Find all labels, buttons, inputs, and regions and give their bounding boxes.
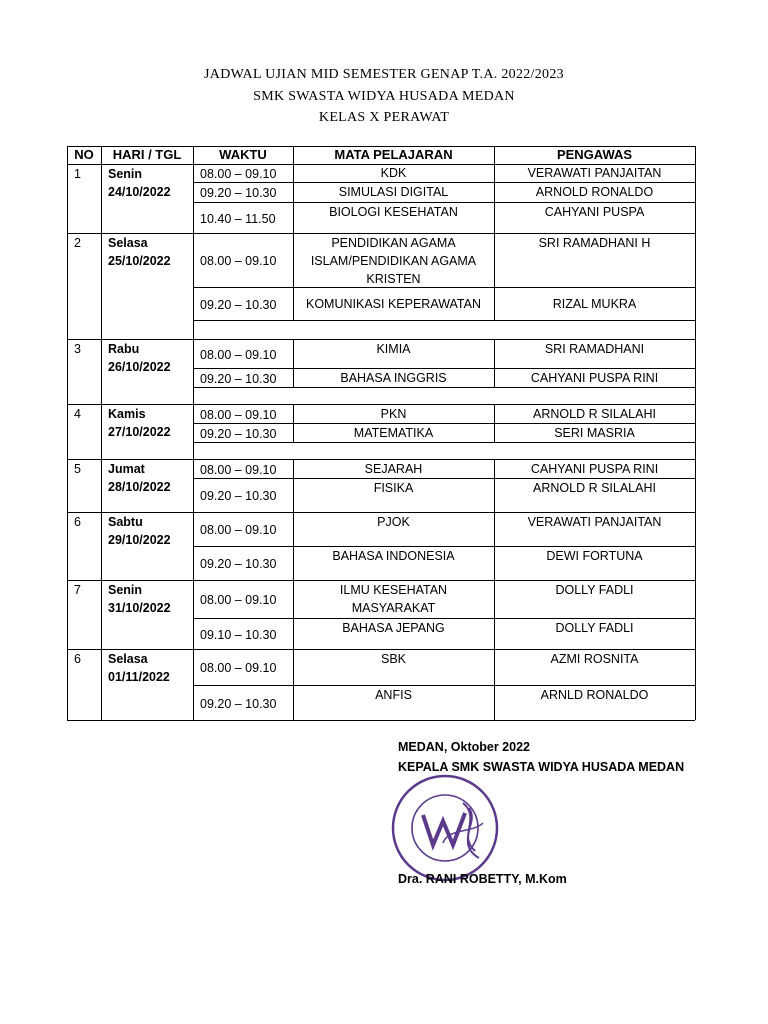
table-rule: [101, 649, 102, 720]
doc-title-line1: JADWAL UJIAN MID SEMESTER GENAP T.A. 2022/2023: [204, 67, 564, 82]
day-name: Kamis: [108, 407, 146, 421]
subject: MATEMATIKA: [353, 425, 434, 440]
proctor: SRI RAMADHANI: [544, 342, 645, 356]
table-rule: [101, 459, 102, 512]
table-rule: [293, 404, 294, 442]
table-rule: [193, 404, 194, 459]
table-rule: [101, 164, 102, 233]
table-rule: [193, 512, 194, 580]
row-number: 4: [74, 407, 81, 421]
table-rule: [494, 164, 495, 233]
subject-line: ILMU KESEHATAN: [339, 583, 448, 597]
table-rule: [67, 720, 695, 721]
doc-title-line3: KELAS X PERAWAT: [318, 110, 450, 125]
proctor: ARNOLD RONALDO: [535, 185, 654, 199]
proctor: RIZAL MUKRA: [552, 296, 637, 311]
proctor: ARNOLD R SILALAHI: [533, 481, 656, 495]
table-rule: [193, 320, 695, 321]
table-rule: [695, 164, 696, 233]
exam-time: 08.00 – 09.10: [200, 167, 277, 181]
subject: PJOK: [377, 515, 410, 529]
exam-time: 08.00 – 09.10: [200, 254, 277, 268]
table-rule: [695, 146, 696, 164]
table-rule: [695, 512, 696, 580]
day-name: Rabu: [108, 342, 140, 356]
proctor: DOLLY FADLI: [555, 621, 634, 635]
table-rule: [193, 233, 194, 339]
exam-time: 08.00 – 09.10: [200, 407, 277, 422]
table-rule: [193, 339, 194, 404]
exam-time: 09.20 – 10.30: [200, 426, 277, 441]
exam-time: 08.00 – 09.10: [200, 462, 277, 477]
footer-place-date: MEDAN, Oktober 2022: [398, 740, 530, 754]
table-rule: [193, 459, 194, 512]
table-rule: [293, 233, 294, 320]
day-date: 25/10/2022: [108, 254, 171, 268]
table-rule: [494, 146, 495, 164]
table-rule: [695, 404, 696, 459]
row-number: 6: [74, 652, 81, 666]
table-rule: [695, 580, 696, 649]
subject: SBK: [380, 652, 406, 666]
table-rule: [193, 649, 194, 720]
header-cell: HARI / TGL: [112, 147, 182, 162]
proctor: SRI RAMADHANI H: [538, 236, 651, 250]
day-date: 28/10/2022: [108, 480, 171, 494]
exam-time: 10.40 – 11.50: [200, 211, 276, 226]
day-date: 27/10/2022: [108, 425, 171, 439]
row-number: 1: [74, 167, 81, 181]
subject: KDK: [380, 166, 407, 180]
table-rule: [193, 387, 695, 388]
proctor: VERAWATI PANJAITAN: [527, 515, 662, 529]
table-rule: [67, 164, 68, 233]
day-date: 31/10/2022: [108, 601, 171, 615]
day-date: 01/11/2022: [108, 670, 170, 684]
proctor: DOLLY FADLI: [555, 583, 634, 597]
table-rule: [494, 649, 495, 720]
subject: BAHASA INDONESIA: [332, 549, 455, 563]
subject-line: ISLAM/PENDIDIKAN AGAMA: [310, 254, 477, 268]
proctor: SERI MASRIA: [554, 425, 635, 440]
header-cell: NO: [74, 147, 94, 162]
subject: BAHASA INGGRIS: [340, 370, 447, 385]
subject-line: KRISTEN: [366, 272, 421, 286]
proctor: ARNLD RONALDO: [540, 688, 649, 702]
table-rule: [695, 233, 696, 339]
exam-time: 09.20 – 10.30: [200, 297, 277, 312]
table-rule: [293, 146, 294, 164]
exam-time: 08.00 – 09.10: [200, 593, 277, 607]
proctor: AZMI ROSNITA: [550, 652, 639, 666]
table-rule: [494, 233, 495, 320]
doc-title-line2: SMK SWASTA WIDYA HUSADA MEDAN: [253, 89, 515, 104]
header-cell: MATA PELAJARAN: [334, 147, 453, 162]
day-date: 26/10/2022: [108, 360, 171, 374]
exam-time: 09.20 – 10.30: [200, 186, 277, 200]
table-rule: [193, 164, 194, 233]
day-name: Selasa: [108, 652, 148, 666]
table-rule: [494, 339, 495, 387]
day-name: Senin: [108, 167, 143, 181]
table-rule: [293, 164, 294, 233]
exam-time: 09.10 – 10.30: [200, 627, 277, 642]
table-rule: [67, 580, 68, 649]
exam-time: 09.20 – 10.30: [200, 696, 277, 711]
table-rule: [101, 580, 102, 649]
table-rule: [695, 649, 696, 720]
subject: BAHASA JEPANG: [342, 621, 445, 635]
table-rule: [193, 442, 695, 443]
day-name: Selasa: [108, 236, 148, 250]
day-date: 24/10/2022: [108, 185, 171, 199]
proctor: CAHYANI PUSPA RINI: [530, 461, 659, 476]
row-number: 3: [74, 342, 81, 356]
subject: KOMUNIKASI KEPERAWATAN: [305, 296, 482, 311]
exam-time: 08.00 – 09.10: [200, 661, 277, 675]
table-rule: [494, 580, 495, 649]
exam-time: 08.00 – 09.10: [200, 523, 277, 537]
table-rule: [193, 580, 194, 649]
school-stamp: [383, 773, 513, 888]
subject: KIMIA: [376, 342, 411, 356]
table-rule: [101, 233, 102, 339]
proctor: CAHYANI PUSPA RINI: [530, 370, 659, 385]
table-rule: [293, 649, 294, 720]
table-rule: [67, 339, 68, 404]
row-number: 2: [74, 236, 81, 250]
exam-time: 08.00 – 09.10: [200, 347, 277, 362]
subject: BIOLOGI KESEHATAN: [329, 205, 458, 219]
day-date: 29/10/2022: [108, 533, 171, 547]
table-rule: [67, 649, 68, 720]
table-rule: [67, 233, 68, 339]
footer-position: KEPALA SMK SWASTA WIDYA HUSADA MEDAN: [398, 760, 685, 774]
day-name: Senin: [108, 583, 143, 597]
table-rule: [67, 459, 68, 512]
subject: SIMULASI DIGITAL: [338, 185, 449, 199]
table-rule: [695, 339, 696, 404]
subject: SEJARAH: [364, 461, 423, 476]
subject: PKN: [380, 406, 407, 421]
exam-time: 09.20 – 10.30: [200, 557, 277, 571]
table-rule: [67, 512, 68, 580]
day-name: Jumat: [108, 462, 145, 476]
table-rule: [101, 339, 102, 404]
table-rule: [101, 512, 102, 580]
table-rule: [193, 146, 194, 164]
table-rule: [494, 512, 495, 580]
proctor: DEWI FORTUNA: [546, 549, 643, 563]
table-rule: [695, 459, 696, 512]
table-rule: [494, 459, 495, 512]
proctor: CAHYANI PUSPA: [544, 205, 645, 219]
row-number: 7: [74, 583, 81, 597]
subject-line: MASYARAKAT: [351, 601, 436, 615]
header-cell: PENGAWAS: [556, 147, 633, 162]
table-rule: [293, 459, 294, 512]
footer-signatory: Dra. RANI ROBETTY, M.Kom: [398, 872, 567, 886]
exam-time: 09.20 – 10.30: [200, 489, 277, 503]
header-cell: WAKTU: [219, 147, 267, 162]
table-rule: [293, 339, 294, 387]
table-rule: [101, 146, 102, 164]
exam-time: 09.20 – 10.30: [200, 371, 277, 386]
subject: FISIKA: [373, 481, 414, 495]
table-rule: [494, 404, 495, 442]
table-rule: [101, 404, 102, 459]
day-name: Sabtu: [108, 515, 143, 529]
subject-line: PENDIDIKAN AGAMA: [331, 236, 456, 250]
proctor: ARNOLD R SILALAHI: [533, 406, 656, 421]
table-rule: [293, 580, 294, 649]
row-number: 6: [74, 515, 81, 529]
row-number: 5: [74, 462, 81, 476]
proctor: VERAWATI PANJAITAN: [527, 166, 662, 180]
subject: ANFIS: [375, 688, 412, 702]
table-rule: [193, 287, 695, 288]
table-rule: [293, 512, 294, 580]
table-rule: [67, 146, 68, 164]
table-rule: [67, 404, 68, 459]
